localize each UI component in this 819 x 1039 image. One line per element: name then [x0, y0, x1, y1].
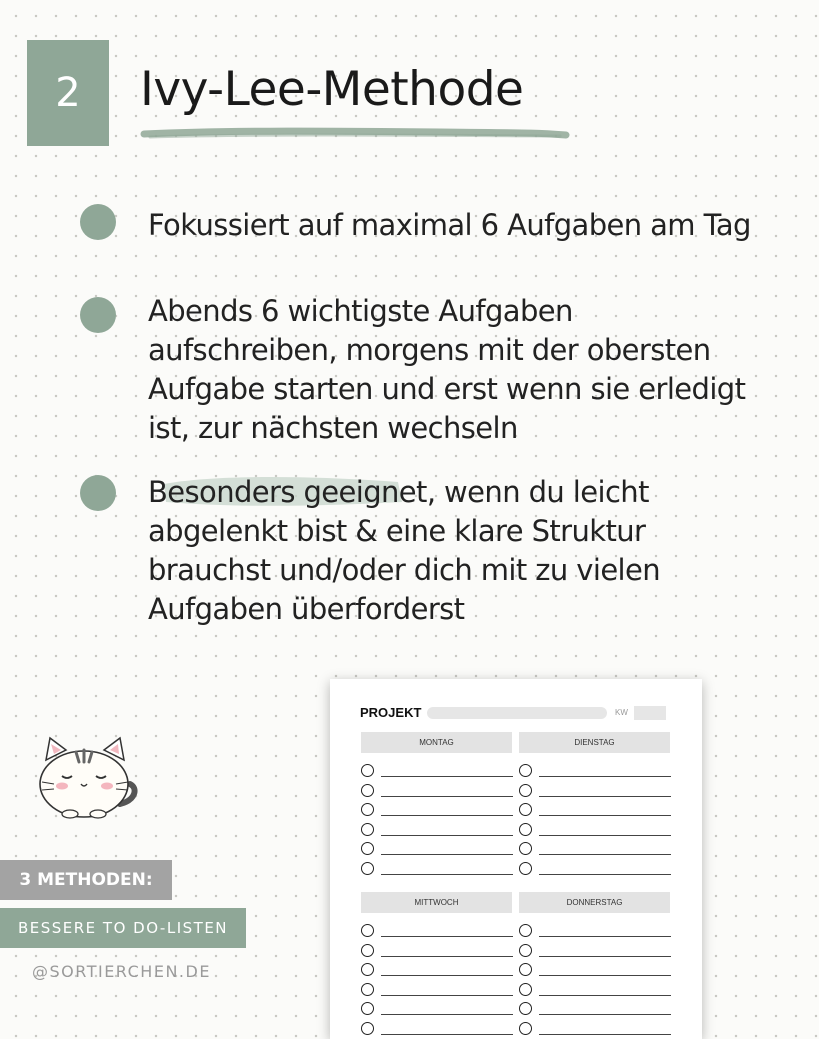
checkbox-circle-icon	[519, 784, 532, 797]
checkbox-circle-icon	[519, 764, 532, 777]
task-line	[381, 975, 513, 976]
bullet-line: Abends 6 wichtigste Aufgaben	[148, 294, 573, 328]
checkbox-circle-icon	[361, 983, 374, 996]
day-header-thursday: DONNERSTAG	[519, 892, 670, 913]
task-line	[539, 956, 671, 957]
task-row	[361, 764, 513, 778]
task-line	[539, 796, 671, 797]
bullet-line: brauchst und/oder dich mit zu vielen	[148, 553, 661, 587]
bullet-line: aufschreiben, morgens mit der obersten	[148, 333, 711, 367]
task-line	[539, 1034, 671, 1035]
checkbox-circle-icon	[361, 1002, 374, 1015]
bullet-dot	[80, 297, 116, 333]
project-name-field	[427, 707, 607, 719]
task-row	[361, 1002, 513, 1016]
calendar-week-field	[634, 706, 666, 720]
bullet-dot	[80, 204, 116, 240]
bullet-line: ist, zur nächsten wechseln	[148, 411, 518, 445]
task-line	[539, 1014, 671, 1015]
task-line	[539, 835, 671, 836]
task-row	[519, 1002, 671, 1016]
bullet-line: Besonders geeignet, wenn du leicht	[148, 475, 649, 509]
task-row	[361, 983, 513, 997]
checkbox-circle-icon	[519, 842, 532, 855]
task-line	[539, 936, 671, 937]
section-number-badge	[27, 40, 109, 146]
task-line	[539, 874, 671, 875]
task-row	[519, 963, 671, 977]
checkbox-circle-icon	[519, 924, 532, 937]
task-line	[381, 874, 513, 875]
bullet-line: Aufgaben überforderst	[148, 592, 465, 626]
checkbox-circle-icon	[361, 764, 374, 777]
task-row	[519, 924, 671, 938]
checkbox-circle-icon	[361, 842, 374, 855]
task-row	[519, 784, 671, 798]
checkbox-circle-icon	[361, 963, 374, 976]
task-line	[381, 776, 513, 777]
bullet-dot	[80, 475, 116, 511]
task-row	[519, 764, 671, 778]
task-line	[381, 995, 513, 996]
task-line	[539, 815, 671, 816]
checkbox-circle-icon	[519, 944, 532, 957]
checkbox-circle-icon	[519, 862, 532, 875]
checkbox-circle-icon	[519, 1002, 532, 1015]
checkbox-circle-icon	[519, 803, 532, 816]
task-row	[361, 842, 513, 856]
task-line	[381, 956, 513, 957]
task-row	[519, 862, 671, 876]
section-number: 2	[55, 70, 81, 116]
bullet-text	[148, 473, 660, 629]
checkbox-circle-icon	[361, 823, 374, 836]
task-row	[361, 803, 513, 817]
day-header-wednesday: MITTWOCH	[361, 892, 512, 913]
task-row	[361, 823, 513, 837]
day-header-monday: MONTAG	[361, 732, 512, 753]
task-line	[539, 975, 671, 976]
checkbox-circle-icon	[361, 803, 374, 816]
task-row	[519, 983, 671, 997]
day-header-tuesday: DIENSTAG	[519, 732, 670, 753]
planner-title: PROJEKT	[360, 705, 422, 720]
task-line	[381, 1034, 513, 1035]
series-label: 3 METHODEN:	[0, 860, 172, 900]
checkbox-circle-icon	[361, 924, 374, 937]
task-row	[361, 862, 513, 876]
task-line	[539, 995, 671, 996]
bullet-text	[148, 292, 745, 448]
task-row	[361, 944, 513, 958]
task-row	[361, 963, 513, 977]
website-handle: @SORTIERCHEN.DE	[32, 962, 211, 981]
checkbox-circle-icon	[519, 963, 532, 976]
cat-illustration	[32, 734, 140, 820]
bullet-line: abgelenkt bist & eine klare Struktur	[148, 514, 646, 548]
task-line	[381, 854, 513, 855]
task-line	[381, 1014, 513, 1015]
bullet-line: Fokussiert auf maximal 6 Aufgaben am Tag	[148, 208, 751, 242]
task-row	[361, 924, 513, 938]
checkbox-circle-icon	[519, 983, 532, 996]
checkbox-circle-icon	[361, 1022, 374, 1035]
page-title: Ivy-Lee-Methode	[140, 62, 524, 117]
calendar-week-label: KW	[615, 708, 628, 717]
checkbox-circle-icon	[361, 862, 374, 875]
task-line	[381, 796, 513, 797]
task-row	[519, 823, 671, 837]
task-row	[519, 842, 671, 856]
task-line	[381, 936, 513, 937]
checkbox-circle-icon	[361, 944, 374, 957]
task-row	[519, 803, 671, 817]
task-row	[519, 944, 671, 958]
series-subtitle: BESSERE TO DO-LISTEN	[0, 908, 246, 948]
task-line	[381, 835, 513, 836]
checkbox-circle-icon	[519, 823, 532, 836]
bullet-line: Aufgabe starten und erst wenn sie erledigt	[148, 372, 746, 406]
checkbox-circle-icon	[519, 1022, 532, 1035]
task-line	[381, 815, 513, 816]
bullet-text	[148, 206, 751, 245]
planner-template-preview	[330, 679, 702, 1039]
task-line	[539, 776, 671, 777]
title-underline-brushstroke	[140, 124, 570, 144]
task-line	[539, 854, 671, 855]
checkbox-circle-icon	[361, 784, 374, 797]
task-row	[361, 784, 513, 798]
